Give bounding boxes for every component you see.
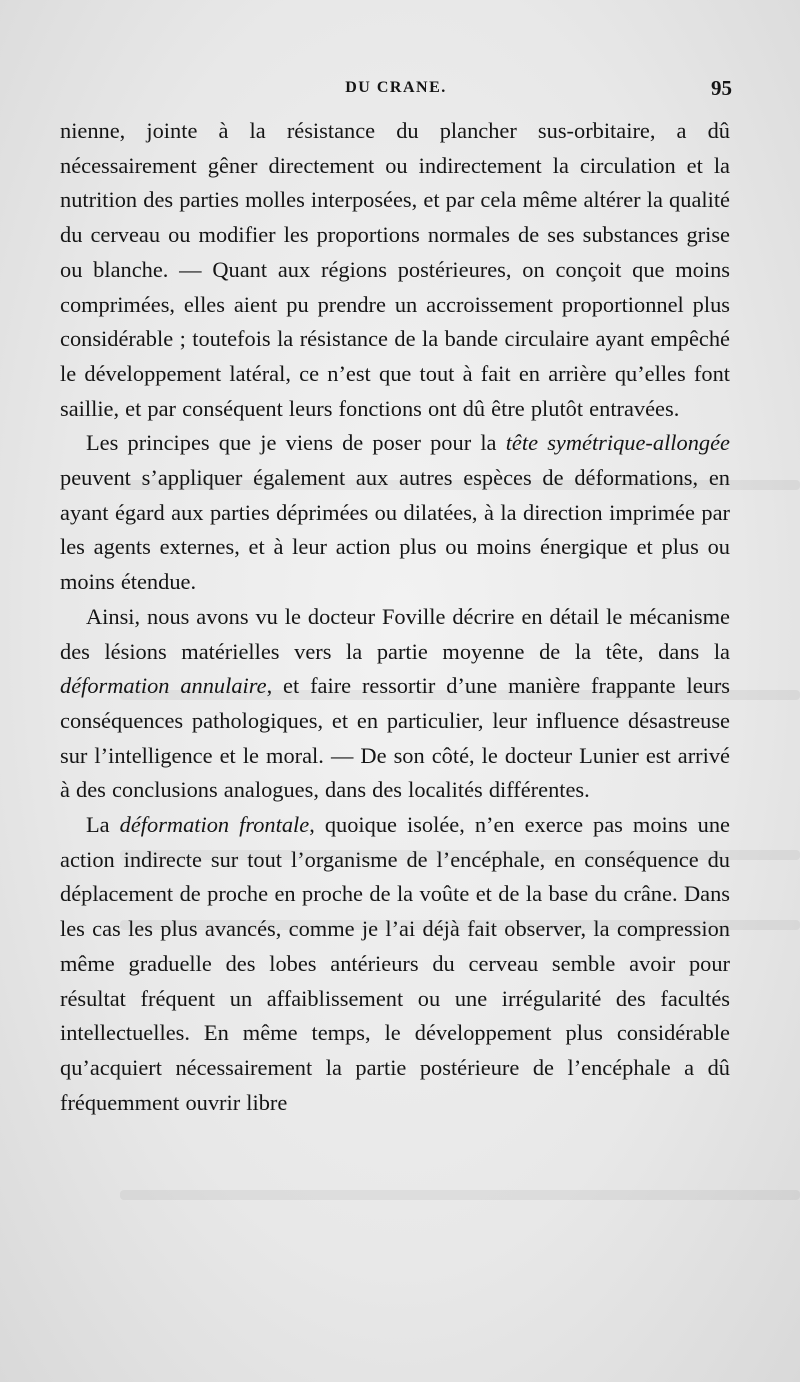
text-run: , et faire ressortir d’une manière frappante leurs conséquences pathologiques, et en particulier, leur influence désastreuse sur l’intelligence et le moral. — De son côté, le docteur Lunier est arrivé à des conclusions analogues, dans des localités différentes.	[60, 673, 730, 803]
page-header	[60, 76, 732, 102]
text-run: La	[86, 812, 120, 838]
text-run: Ainsi, nous avons vu le docteur Foville décrire en détail le mécanisme des lésions matérielles vers la partie moyenne de la tête, dans la	[60, 603, 730, 664]
body-text	[60, 114, 730, 1120]
italic-term: déformation annulaire	[60, 673, 267, 699]
text-run: , quoique isolée, n’en exerce pas moins une action indirecte sur tout l’organisme de l’encéphale, en conséquence du déplacement de proche en proche de la voûte et de la base du crâne. Dans les cas les plus avancés, comme je l’ai déjà fait observer, la compression même graduelle des lobes antérieurs du cerveau semble avoir pour résultat fréquent un affaiblissement ou une irrégularité des facultés intellectuelles. En même temps, le développement plus considérable qu’acquiert nécessairement la partie postérieure de l’encéphale a dû fréquemment ouvrir libre	[60, 812, 730, 1115]
text-run: nienne, jointe à la résistance du plancher sus-orbitaire, a dû nécessairement gêner directement ou indirectement la circulation et la nutrition des parties molles interposées, et par cela même altérer la qualité du cerveau ou modifier les proportions normales de ses substances grise ou blanche. — Quant aux régions postérieures, on conçoit que moins comprimées, elles aient pu prendre un accroissement proportionnel plus considérable ; toutefois la résistance de la bande circulaire ayant empêché le développement latéral, ce n’est que tout à fait en arrière qu’elles font saillie, et par conséquent leurs fonctions ont dû être plutôt entravées.	[60, 118, 730, 421]
paragraph	[60, 600, 730, 808]
paragraph	[60, 426, 730, 600]
page-number: 95	[711, 76, 732, 100]
running-title: DU CRANE.	[345, 79, 447, 96]
italic-term: déformation frontale	[119, 812, 310, 838]
italic-term: tête symétrique-allongée	[505, 430, 730, 456]
paragraph	[60, 114, 730, 426]
paragraph	[60, 808, 730, 1120]
text-run: peuvent s’appliquer également aux autres espèces de déformations, en ayant égard aux parties déprimées ou dilatées, à la direction imprimée par les agents externes, et à leur action plus ou moins énergique et plus ou moins étendue.	[60, 465, 730, 595]
text-run: Les principes que je viens de poser pour la	[86, 430, 506, 456]
